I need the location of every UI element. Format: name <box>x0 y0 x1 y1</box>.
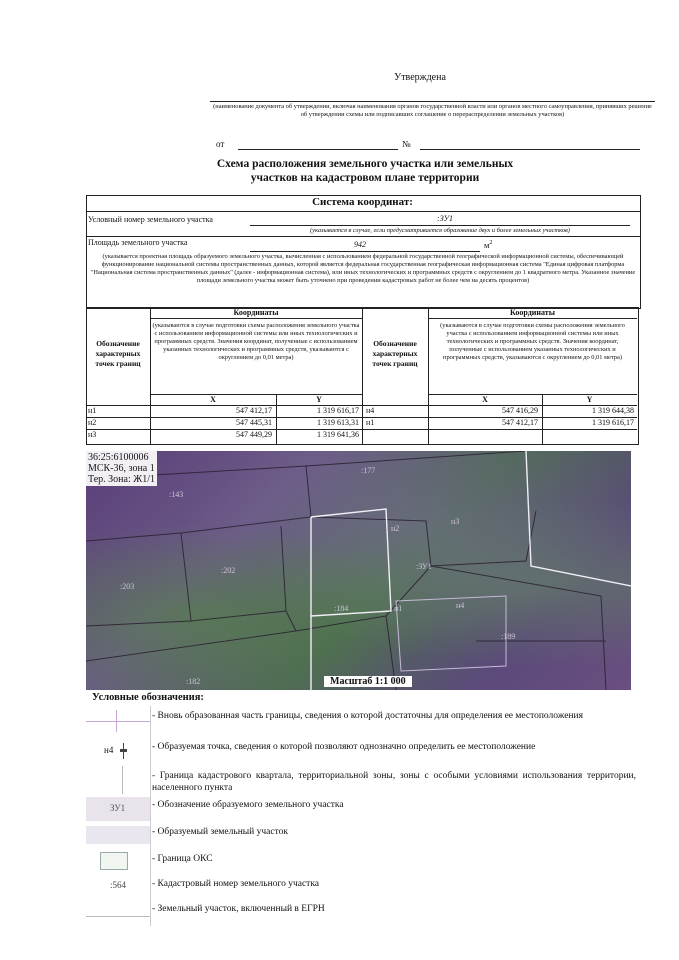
col-point-right: Обозначение характерных точек границ <box>372 339 418 368</box>
area-label: Площадь земельного участка <box>88 238 188 247</box>
legend-sample-new-boundary <box>86 710 150 732</box>
legend-item-6: - Граница ОКС <box>152 854 213 864</box>
coords-table <box>86 307 639 445</box>
map-info-zone: Тер. Зона: Ж1/1 <box>88 474 155 485</box>
col-y-left: Y <box>316 395 322 404</box>
map-label-184: :184 <box>334 604 349 613</box>
legend-sample-quarter-boundary <box>86 766 150 794</box>
map-label-n3: н3 <box>451 517 460 526</box>
col-coords-right: Координаты <box>510 308 555 317</box>
legend-zu-label: ЗУ1 <box>110 803 126 813</box>
left-row-2-x: 547 445,31 <box>236 418 272 427</box>
left-row-3-x: 547 449,29 <box>236 430 272 439</box>
map-info-crs: МСК-36, зона 1 <box>88 463 155 474</box>
right-row-1-x: 547 416,29 <box>502 406 538 415</box>
coord-system-title: Система координат: <box>312 196 413 208</box>
map-label-n2: н2 <box>391 524 400 533</box>
map-info-quarter: 36:25:6100006 <box>88 452 149 463</box>
map-label-n4: н4 <box>456 601 465 610</box>
left-row-3-y: 1 319 641,36 <box>317 430 359 439</box>
legend-item-4: - Обозначение образуемого земельного участка <box>152 800 344 810</box>
map-label-143: :143 <box>169 490 184 499</box>
legend-item-2: - Образуемая точка, сведения о которой позволяют однозначно определить ее местоположение <box>152 742 536 752</box>
legend-sample-point <box>86 740 150 762</box>
left-row-3-point: н3 <box>88 430 97 439</box>
approval-line <box>210 101 655 102</box>
legend-title: Условные обозначения: <box>92 692 204 703</box>
right-row-2-point: н1 <box>366 418 375 427</box>
right-row-2-y: 1 319 616,17 <box>592 418 634 427</box>
legend-cad-label: :564 <box>110 880 127 890</box>
left-row-1-y: 1 319 616,17 <box>317 406 359 415</box>
legend-item-7: - Кадастровый номер земельного участка <box>152 879 320 889</box>
date-line <box>238 149 398 150</box>
col-x-left: X <box>210 395 216 404</box>
map-parcels <box>86 451 631 690</box>
left-row-1-point: н1 <box>88 406 97 415</box>
legend-item-3: - Граница кадастрового квартала, территориальной зоны, зоны с особыми условиями использования территории, населенного пункта <box>152 771 636 793</box>
legend-point-label: н4 <box>104 745 114 755</box>
col-x-right: X <box>482 395 488 404</box>
map-label-177: :177 <box>361 466 376 475</box>
legend-sample-cad <box>86 876 150 896</box>
legend-sample-egrn <box>86 900 150 922</box>
right-row-1-y: 1 319 644,38 <box>592 406 634 415</box>
coord-system-box <box>86 195 641 309</box>
map-label-182: :182 <box>186 677 201 686</box>
map-info <box>86 451 157 486</box>
left-row-2-point: н2 <box>88 418 97 427</box>
col-y-right: Y <box>586 395 593 404</box>
doc-title-line1: Схема расположения земельного участка или земельных <box>216 158 514 170</box>
parcel-number-value: :ЗУ1 <box>437 214 453 223</box>
legend-sample-zu-area <box>86 826 150 844</box>
map-label-202: :202 <box>221 566 236 575</box>
legend-sample-zu-label <box>86 797 150 821</box>
left-row-2-y: 1 319 613,31 <box>317 418 359 427</box>
col-coords-left: Координаты <box>233 308 279 317</box>
cadastral-map <box>86 451 631 690</box>
legend-item-1: - Вновь образованная часть границы, сведения о которой достаточны для определения ее местоположения <box>152 711 584 721</box>
map-label-203: :203 <box>120 582 135 591</box>
doc-title-line2: участков на кадастровом плане территории <box>250 172 480 184</box>
coords-note-right: (указываются в случае подготовки схемы расположения земельного участка с использованием информационной системы или иных технологических и программных средств. Значения координат, полученные с использованием указанных технологических и программных средств, указываются с округлением до 0,01 метра) <box>440 322 625 361</box>
left-row-1-x: 547 412,17 <box>236 406 272 415</box>
approved-label: Утверждена <box>394 72 446 83</box>
coords-note-left: (указываются в случае подготовки схемы расположения земельного участка с использованием информационной системы или иных технологических и программных средств. Значения координат, полученные с использованием указанных технологических и программных средств, указываются с округлением до 0,01 метра) <box>152 322 360 361</box>
right-row-1-point: н4 <box>366 406 375 415</box>
col-point-left: Обозначение характерных точек границ <box>95 339 141 368</box>
from-label: от <box>216 139 225 149</box>
right-row-2-x: 547 412,17 <box>502 418 538 427</box>
area-unit: $м^2$ <box>484 240 493 250</box>
approval-note: (наименование документа об утверждении, включая наименования органов государственной власти или органов местного самоуправления, принявших решение об утверждении схемы или подписавших соглашение о перераспределении земельных участков) <box>213 103 652 118</box>
legend-sample-oks <box>86 848 150 872</box>
map-label-zu1: :ЗУ1 <box>416 562 432 571</box>
number-label: № <box>402 139 411 149</box>
parcel-number-note: (указывается в случае, если предусматривается образование двух и более земельных участков) <box>310 227 570 234</box>
number-line <box>420 149 640 150</box>
parcel-number-label: Условный номер земельного участка <box>88 215 213 224</box>
legend-item-5: - Образуемый земельный участок <box>152 827 288 837</box>
area-value: 942 <box>354 240 366 249</box>
map-label-189: :189 <box>501 632 516 641</box>
map-scale: Масштаб 1:1 000 <box>324 676 412 687</box>
area-note: (указывается проектная площадь образуемого земельного участка, вычисленная с использованием федеральной государственной географической информационной системы, обеспечивающей функционирование национальной системы пространственных данных, которой является федеральная государственная географическая информационная система "Единая цифровая платформа "Национальная система пространственных данных" (далее - информационная система), или иных технологических и программных средств с округлением до 1 квадратного метра. Указанное значение площади земельного участка может быть уточнено при проведении кадастровых работ не более чем на десять процентов) <box>90 253 636 284</box>
legend-item-8: - Земельный участок, включенный в ЕГРН <box>152 904 325 914</box>
map-label-n1: н1 <box>394 604 403 613</box>
